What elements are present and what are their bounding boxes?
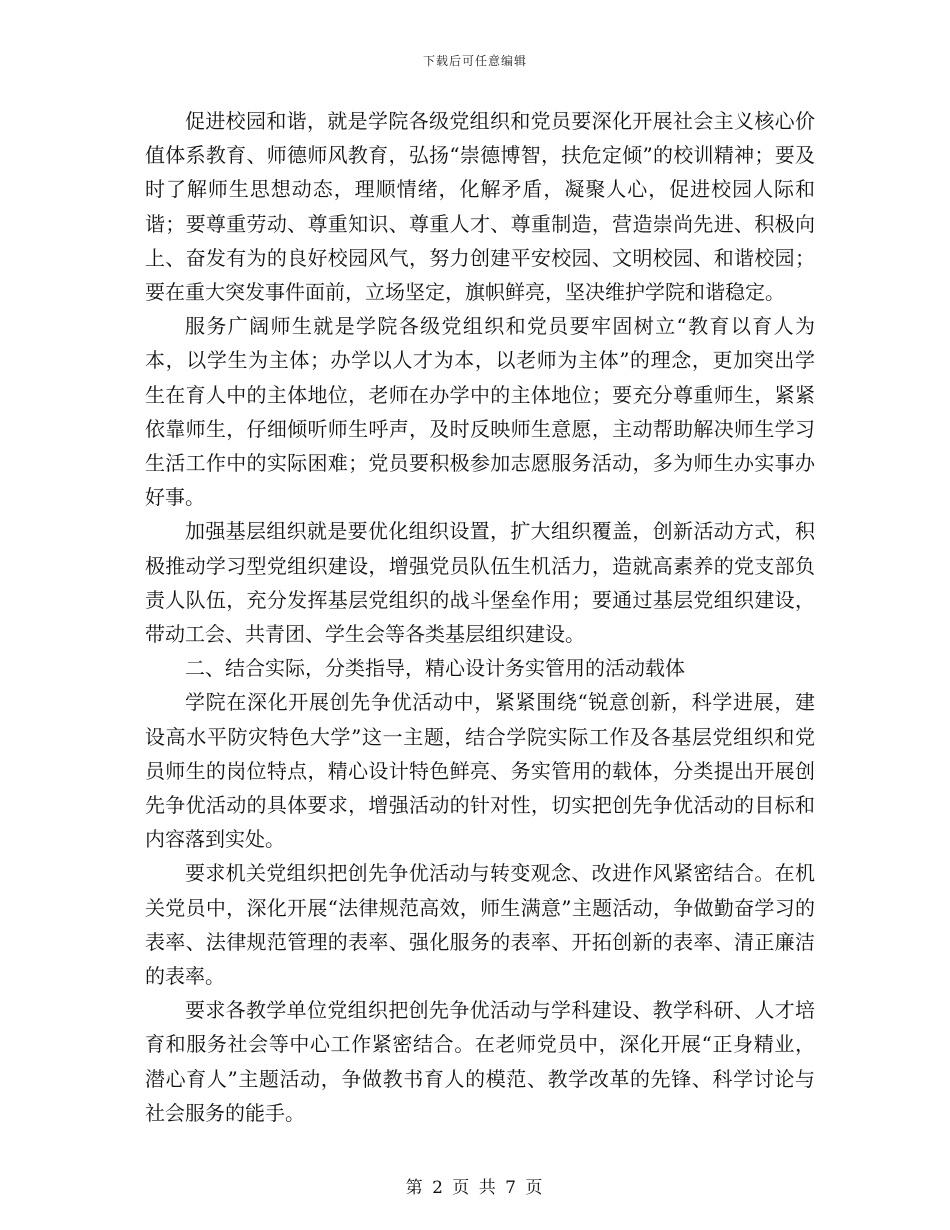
paragraph-teaching-units: 要求各教学单位党组织把创先争优活动与学科建设、教学科研、人才培育和服务社会等中心工作紧密结合。在老师党员中，深化开展“正身精业，潜心育人”主题活动，争做教书育人的模范、教学改革的先锋、科学讨论与社会服务的能手。 xyxy=(145,998,815,1125)
paragraph-office-party-org: 要求机关党组织把创先争优活动与转变观念、改进作风紧密结合。在机关党员中，深化开展“法律规范高效，师生满意”主题活动，争做勤奋学习的表率、法律规范管理的表率、强化服务的表率、开拓创新的表率、清正廉洁的表率。 xyxy=(145,861,815,989)
section-heading-2: 二、结合实际，分类指导，精心设计务实管用的活动载体 xyxy=(185,656,685,681)
paragraph-serve-faculty-students: 服务广阔师生就是学院各级党组织和党员要牢固树立“教育以育人为本，以学生为主体；办学以人才为本，以老师为主体”的理念，更加突出学生在育人中的主体地位，老师在办学中的主体地位；要充分尊重师生，紧紧依靠师生，仔细倾听师生呼声，及时反映师生意愿，主动帮助解决师生学习生活工作中的实际困难；党员要积极参加志愿服务活动，多为师生办实事办好事。 xyxy=(145,314,815,510)
header-note: 下载后可任意编辑 xyxy=(422,54,527,68)
page-number: 第 2 页 共 7 页 xyxy=(405,1178,545,1198)
paragraph-campus-harmony: 促进校园和谐，就是学院各级党组织和党员要深化开展社会主义核心价值体系教育、师德师风教育，弘扬“崇德博智，扶危定倾”的校训精神；要及时了解师生思想动态，理顺情绪，化解矛盾，凝聚人心，促进校园人际和谐；要尊重劳动、尊重知识、尊重人才、尊重制造，营造崇尚先进、积极向上、奋发有为的良好校园风气，努力创建平安校园、文明校园、和谐校园；要在重大突发事件面前，立场坚定，旗帜鲜亮，坚决维护学院和谐稳定。 xyxy=(145,109,815,305)
document-body xyxy=(145,104,815,1130)
paragraph-grassroots-organization: 加强基层组织就是要优化组织设置，扩大组织覆盖，创新活动方式，积极推动学习型党组织建设，增强党员队伍生机活力，造就高素养的党支部负责人队伍，充分发挥基层党组织的战斗堡垒作用；要通过基层党组织建设，带动工会、共青团、学生会等各类基层组织建设。 xyxy=(145,519,815,647)
paragraph-activity-carriers: 学院在深化开展创先争优活动中，紧紧围绕“锐意创新，科学进展，建设高水平防灾特色大学”这一主题，结合学院实际工作及各基层党组织和党员师生的岗位特点，精心设计特色鲜亮、务实管用的载体，分类提出开展创先争优活动的具体要求，增强活动的针对性，切实把创先争优活动的目标和内容落到实处。 xyxy=(145,690,815,852)
